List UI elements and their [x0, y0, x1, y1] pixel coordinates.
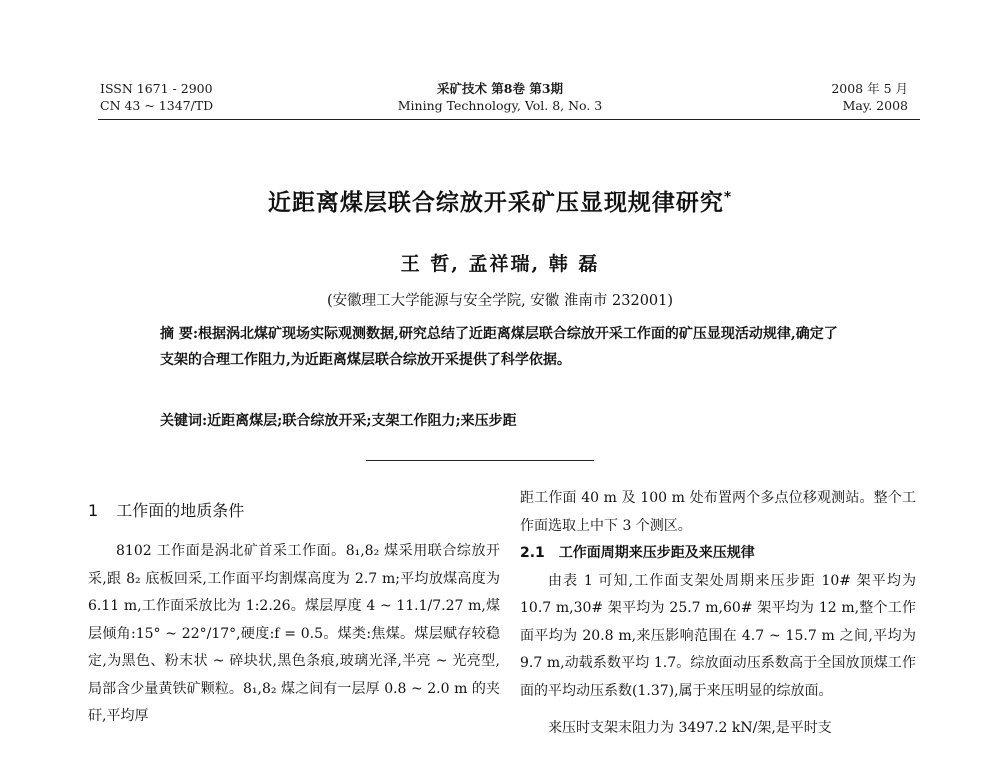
subsection-2-1-number: 2.1	[520, 545, 545, 561]
keywords	[160, 408, 850, 434]
header-journal-block	[330, 80, 670, 114]
subsection-2-1-heading	[520, 540, 916, 568]
header-divider	[98, 119, 920, 120]
abstract-text: 根据涡北煤矿现场实际观测数据,研究总结了近距离煤层联合综放开采工作面的矿压显现活动规律,确定了支架的合理工作阻力,为近距离煤层联合综放开采提供了科学依据。	[160, 326, 838, 368]
article-authors: 王 哲, 孟祥瑞, 韩 磊	[400, 253, 600, 275]
abstract	[160, 321, 850, 373]
abstract-divider	[366, 460, 594, 461]
header-date-block	[831, 80, 908, 114]
date-cn: 2008 年 5 月	[831, 81, 908, 96]
section-1-paragraph: 8102 工作面是涡北矿首采工作面。8₁,8₂ 煤采用联合综放开采,跟 8₂ 底板回采,工作面平均割煤高度为 2.7 m;平均放煤高度为 6.11 m,工作面采放比为 1:2.26。煤层厚度 4 ~ 11.1/7.27 m,煤层倾角:15° ~ 22°/17°,硬度:f = 0.5。煤类:焦煤。煤层赋存较稳定,为黑色、粉末状 ~ 碎块状,黑色条痕,玻璃光泽,半亮 ~ 光亮型,局部含少量黄铁矿颗粒。8₁,8₂ 煤之间有一层厚 0.8 ~ 2.0 m 的夹矸,平均厚	[88, 543, 500, 724]
journal-name-en: Mining Technology, Vol. 8, No. 3	[397, 98, 603, 113]
journal-name-cn: 采矿技术 第8卷 第3期	[436, 81, 564, 96]
article-title	[0, 184, 1000, 217]
article-title-text: 近距离煤层联合综放开采矿压显现规律研究	[267, 190, 724, 216]
keywords-label: 关键词:	[160, 413, 208, 429]
issn-number: ISSN 1671 - 2900	[100, 81, 213, 96]
section-1-title: 工作面的地质条件	[116, 501, 245, 520]
cn-number: CN 43 ~ 1347/TD	[100, 98, 214, 113]
title-footnote-mark: *	[723, 189, 733, 206]
continuation-paragraph: 距工作面 40 m 及 100 m 处布置两个多点位移观测站。整个工作面选取上中下 3 个测区。	[520, 490, 916, 534]
section-1-heading	[88, 498, 244, 521]
left-column	[88, 538, 500, 731]
subsection-2-1-paragraph-1: 由表 1 可知,工作面支架处周期来压步距 10# 架平均为 10.7 m,30# 架平均为 25.7 m,60# 架平均为 12 m,整个工作面平均为 20.8 m,来压影响范围在 4.7 ~ 15.7 m 之间,平均为 9.7 m,动载系数平均 1.7。综放面动压系数高于全国放顶煤工作面的平均动压系数(1.37),属于来压明显的综放面。	[520, 572, 916, 699]
subsection-2-1-title: 工作面周期来压步距及来压规律	[558, 545, 755, 561]
subsection-2-1-paragraph-2: 来压时支架末阻力为 3497.2 kN/架,是平时支	[548, 720, 832, 736]
article-affiliation: (安徽理工大学能源与安全学院, 安徽 淮南市 232001)	[326, 293, 674, 309]
keywords-text: 近距离煤层;联合综放开采;支架工作阻力;来压步距	[207, 413, 517, 429]
abstract-label: 摘 要:	[160, 326, 199, 342]
section-1-number: 1	[88, 501, 99, 520]
date-en: May. 2008	[842, 98, 908, 113]
right-column	[520, 485, 916, 743]
header-issn-block	[100, 80, 213, 114]
